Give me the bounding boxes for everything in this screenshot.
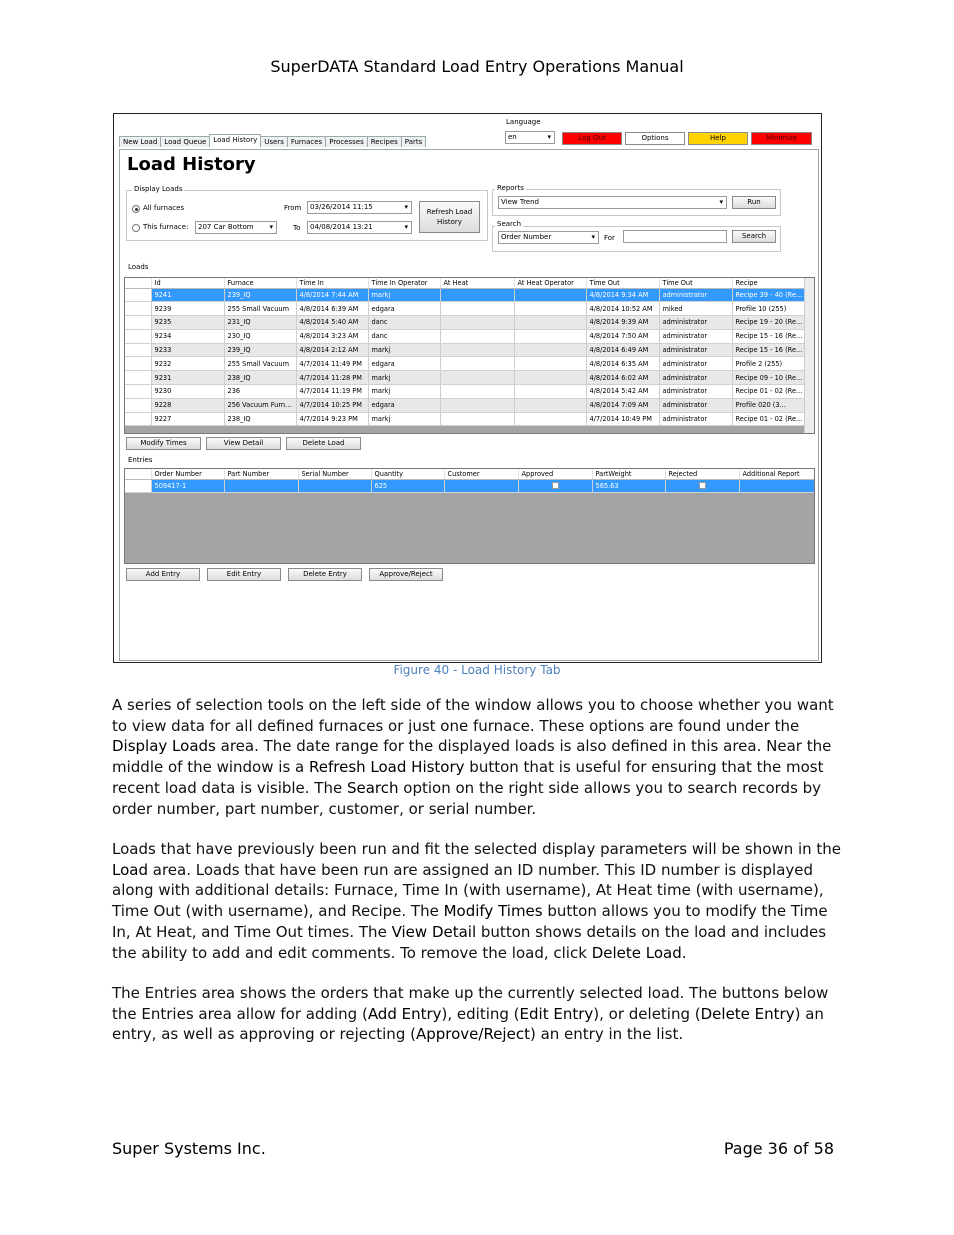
table-cell xyxy=(440,412,514,426)
column-header: Order Number xyxy=(151,469,224,479)
column-header: Time Out xyxy=(586,278,659,288)
search-button[interactable]: Search xyxy=(732,230,776,243)
tab-furnaces[interactable]: Furnaces xyxy=(287,136,326,147)
column-header: Part Number xyxy=(224,469,298,479)
p1-text-c: button that is useful for ensuring that the most recent load data is visible. The xyxy=(112,758,824,797)
for-label: For xyxy=(604,234,615,242)
from-label: From xyxy=(284,204,302,212)
column-header: Time Out xyxy=(659,278,732,288)
loads-grid xyxy=(124,277,815,434)
table-cell: 236 xyxy=(224,385,296,399)
table-cell: administrator xyxy=(659,316,732,330)
edit-entry-button[interactable]: Edit Entry xyxy=(207,568,281,581)
table-row[interactable] xyxy=(125,288,805,302)
table-cell: 4/7/2014 9:23 PM xyxy=(296,412,368,426)
tab-users[interactable]: Users xyxy=(260,136,288,147)
table-cell: 9232 xyxy=(151,357,224,371)
table-cell xyxy=(440,371,514,385)
table-cell xyxy=(440,316,514,330)
table-cell: edgara xyxy=(368,302,440,316)
p1-text-d: option on the right side allows you to search records by order number, part number, customer, or serial number. xyxy=(112,778,822,818)
table-cell: 4/8/2014 10:52 AM xyxy=(586,302,659,316)
table-cell: 9233 xyxy=(151,343,224,357)
table-cell: 4/8/2014 9:34 AM xyxy=(586,288,659,302)
column-header: At Heat Operator xyxy=(514,278,586,288)
table-cell: Recipe 19 - 20 (Re... xyxy=(732,316,805,330)
p2-text-d: button shows details on the load and includes the ability to add and edit comments. To remove the load, click xyxy=(112,922,827,962)
column-header: At Heat xyxy=(440,278,514,288)
column-header: Quantity xyxy=(371,469,444,479)
search-input[interactable] xyxy=(623,230,727,243)
table-row[interactable] xyxy=(125,329,805,343)
tab-bar xyxy=(119,136,425,147)
table-cell: 4/8/2014 7:50 AM xyxy=(586,329,659,343)
row-header-cell xyxy=(125,302,151,316)
to-date-field[interactable]: 04/08/2014 13:21 ▾ xyxy=(307,221,412,234)
table-row[interactable] xyxy=(125,316,805,330)
tab-new-load[interactable]: New Load xyxy=(119,136,161,147)
log-out-button[interactable]: Log Out xyxy=(562,132,622,145)
table-cell: administrator xyxy=(659,412,732,426)
table-cell: 238_IQ xyxy=(224,412,296,426)
run-button[interactable]: Run xyxy=(732,196,776,209)
paragraph-1 xyxy=(112,695,847,819)
p1-keyword-refresh: Refresh Load History xyxy=(309,758,465,777)
row-header-cell xyxy=(125,316,151,330)
table-cell: administrator xyxy=(659,343,732,357)
table-cell xyxy=(224,479,298,493)
delete-load-button[interactable]: Delete Load xyxy=(286,437,361,450)
table-cell xyxy=(440,288,514,302)
figure-caption: Figure 40 - Load History Tab xyxy=(393,663,561,677)
column-header: PartWeight xyxy=(592,469,665,479)
table-cell: administrator xyxy=(659,329,732,343)
column-header: Customer xyxy=(444,469,518,479)
table-cell: Recipe 01 - 02 (Re... xyxy=(732,412,805,426)
rejected-checkbox[interactable] xyxy=(699,482,706,489)
help-button[interactable]: Help xyxy=(688,132,748,145)
table-cell xyxy=(444,479,518,493)
tab-load-queue[interactable]: Load Queue xyxy=(160,136,210,147)
table-cell: 9234 xyxy=(151,329,224,343)
row-header-cell xyxy=(125,357,151,371)
table-cell: 4/8/2014 7:09 AM xyxy=(586,398,659,412)
table-cell xyxy=(440,343,514,357)
table-cell: 4/8/2014 2:12 AM xyxy=(296,343,368,357)
row-header-cell xyxy=(125,479,151,493)
table-cell: administrator xyxy=(659,385,732,399)
column-header: Time In Operator xyxy=(368,278,440,288)
paragraph-2 xyxy=(112,839,847,963)
table-cell: markj xyxy=(368,343,440,357)
row-header-cell xyxy=(125,412,151,426)
table-cell xyxy=(518,479,592,493)
table-cell xyxy=(440,357,514,371)
table-row[interactable] xyxy=(125,302,805,316)
table-cell xyxy=(514,398,586,412)
table-cell xyxy=(514,329,586,343)
table-cell: Recipe 01 - 02 (Re... xyxy=(732,385,805,399)
table-cell: 255 Small Vacuum xyxy=(224,357,296,371)
table-cell: administrator xyxy=(659,357,732,371)
table-cell: 509417-1 xyxy=(151,479,224,493)
table-row[interactable] xyxy=(125,398,805,412)
table-cell: 4/8/2014 6:02 AM xyxy=(586,371,659,385)
language-select[interactable]: en ▾ xyxy=(505,131,555,144)
p2-keyword-delete-load: Delete Load. xyxy=(591,943,687,962)
tab-processes[interactable]: Processes xyxy=(325,136,368,147)
table-cell: Profile 020 (3... xyxy=(732,398,805,412)
entries-grid xyxy=(124,468,815,564)
row-header-cell xyxy=(125,343,151,357)
table-cell: 239_IQ xyxy=(224,288,296,302)
approved-checkbox[interactable] xyxy=(552,482,559,489)
row-header-cell xyxy=(125,278,151,288)
tab-parts[interactable]: Parts xyxy=(401,136,426,147)
table-cell: markj xyxy=(368,288,440,302)
table-cell: 255 Small Vacuum xyxy=(224,302,296,316)
table-cell: 4/8/2014 5:40 AM xyxy=(296,316,368,330)
column-header: Recipe xyxy=(732,278,805,288)
row-header-cell xyxy=(125,371,151,385)
table-row[interactable] xyxy=(125,357,805,371)
search-label: Search xyxy=(497,220,522,228)
table-cell: 4/7/2014 10:49 PM xyxy=(586,412,659,426)
p2-keyword-view-detail: View Detail xyxy=(391,922,477,941)
view-detail-button[interactable]: View Detail xyxy=(206,437,281,450)
footer-company: Super Systems Inc. xyxy=(112,1139,266,1158)
table-cell: markj xyxy=(368,385,440,399)
p2-keyword-modify-times: Modify Times xyxy=(443,902,543,921)
page-title: Load History xyxy=(127,154,256,175)
to-label: To xyxy=(293,224,301,232)
table-cell: administrator xyxy=(659,371,732,385)
table-cell: 9227 xyxy=(151,412,224,426)
column-header: Id xyxy=(151,278,224,288)
table-cell: 4/8/2014 9:39 AM xyxy=(586,316,659,330)
reports-select[interactable]: View Trend ▾ xyxy=(498,196,727,209)
all-furnaces-label: All furnaces xyxy=(143,204,185,212)
table-cell xyxy=(514,288,586,302)
table-cell: 4/8/2014 7:44 AM xyxy=(296,288,368,302)
approve-reject-button[interactable]: Approve/Reject xyxy=(369,568,443,581)
table-cell: 4/7/2014 10:25 PM xyxy=(296,398,368,412)
table-cell: Recipe 15 - 16 (Re... xyxy=(732,343,805,357)
column-header: Additional Report xyxy=(739,469,815,479)
this-furnace-radio[interactable] xyxy=(132,224,140,232)
table-row[interactable] xyxy=(125,371,805,385)
table-cell: danc xyxy=(368,329,440,343)
table-cell: Recipe 09 - 10 (Re... xyxy=(732,371,805,385)
table-cell xyxy=(440,302,514,316)
footer-page-number: Page 36 of 58 xyxy=(723,1139,834,1158)
p1-keyword-search: Search xyxy=(346,778,399,797)
paragraph-3 xyxy=(112,983,847,1045)
p1-keyword-display-loads: Display Loads xyxy=(112,737,216,756)
language-label: Language xyxy=(506,118,541,126)
p1-text-a: A series of selection tools on the left side of the window allows you to choose whether you want to view data for all defined furnaces or just one furnace. These options are found under the xyxy=(112,696,834,735)
page-header: SuperDATA Standard Load Entry Operations Manual xyxy=(270,57,684,76)
p3-text-b: ), editing ( xyxy=(441,1004,520,1023)
column-header: Rejected xyxy=(665,469,739,479)
furnace-select[interactable]: 207 Car Bottom ▾ xyxy=(195,221,277,234)
table-cell: 9235 xyxy=(151,316,224,330)
table-cell: danc xyxy=(368,316,440,330)
table-row[interactable] xyxy=(125,385,805,399)
table-cell: markj xyxy=(368,412,440,426)
table-cell xyxy=(514,302,586,316)
entries-label: Entries xyxy=(128,456,153,464)
table-cell: 239_IQ xyxy=(224,343,296,357)
table-cell: 9241 xyxy=(151,288,224,302)
all-furnaces-radio[interactable] xyxy=(132,205,140,213)
table-cell xyxy=(665,479,739,493)
table-cell: 625 xyxy=(371,479,444,493)
table-row[interactable] xyxy=(125,343,805,357)
table-cell: administrator xyxy=(659,398,732,412)
table-cell: 4/7/2014 11:49 PM xyxy=(296,357,368,371)
p3-keyword-delete-entry: Delete Entry xyxy=(700,1004,795,1023)
p2-text-b: area. Loads that have been run are assigned an ID number. This ID number is displayed along with additional details: Furnace, Time In (with username), At Heat time (with username), Time Out (with username), and Recipe. The xyxy=(112,860,824,921)
minimize-button[interactable]: Minimize xyxy=(751,132,812,145)
table-cell: 9228 xyxy=(151,398,224,412)
table-cell: 4/7/2014 11:28 PM xyxy=(296,371,368,385)
table-cell: 4/7/2014 11:19 PM xyxy=(296,385,368,399)
table-cell: 231_IQ xyxy=(224,316,296,330)
p2-keyword-load: Load xyxy=(112,860,148,879)
refresh-line-2: History xyxy=(437,218,462,226)
delete-entry-button[interactable]: Delete Entry xyxy=(288,568,362,581)
table-cell: edgara xyxy=(368,398,440,412)
p1-text-b: area. The date range for the displayed loads is also defined in this area. Near the middle of the window is a xyxy=(112,737,832,777)
table-cell: Profile 10 (255) xyxy=(732,302,805,316)
table-cell: 256 Vacuum Furn... xyxy=(224,398,296,412)
row-header-cell xyxy=(125,469,151,479)
p3-text-e: ) an entry in the list. xyxy=(529,1025,684,1044)
p3-text-d: ) an entry, as well as approving or rejecting ( xyxy=(112,1004,824,1044)
refresh-load-history-button[interactable] xyxy=(419,201,480,233)
table-cell xyxy=(514,412,586,426)
table-cell xyxy=(514,316,586,330)
p3-keyword-approve-reject: Approve/Reject xyxy=(415,1025,530,1044)
table-cell: 9230 xyxy=(151,385,224,399)
modify-times-button[interactable]: Modify Times xyxy=(126,437,201,450)
from-date-field[interactable]: 03/26/2014 11:15 ▾ xyxy=(307,201,412,214)
table-cell xyxy=(440,329,514,343)
table-cell xyxy=(514,357,586,371)
table-cell: Recipe 39 - 40 (Re... xyxy=(732,288,805,302)
tab-recipes[interactable]: Recipes xyxy=(367,136,402,147)
table-cell: 230_IQ xyxy=(224,329,296,343)
loads-scrollbar[interactable] xyxy=(804,278,814,434)
table-cell: 4/8/2014 3:23 AM xyxy=(296,329,368,343)
p2-text-a: Loads that have previously been run and fit the selected display parameters will be shown in the xyxy=(112,840,842,858)
table-cell xyxy=(514,371,586,385)
table-cell: Profile 2 (255) xyxy=(732,357,805,371)
table-cell: miked xyxy=(659,302,732,316)
this-furnace-label: This furnace: xyxy=(143,223,189,231)
table-cell: 565.63 xyxy=(592,479,665,493)
table-cell: Recipe 15 - 16 (Re... xyxy=(732,329,805,343)
table-cell xyxy=(440,398,514,412)
table-cell xyxy=(298,479,371,493)
p3-keyword-edit-entry: Edit Entry xyxy=(519,1004,594,1023)
loads-label: Loads xyxy=(128,263,149,271)
add-entry-button[interactable]: Add Entry xyxy=(126,568,200,581)
column-header: Approved xyxy=(518,469,592,479)
column-header: Time In xyxy=(296,278,368,288)
table-cell: edgara xyxy=(368,357,440,371)
row-header-cell xyxy=(125,398,151,412)
p3-keyword-add-entry: Add Entry xyxy=(367,1004,442,1023)
table-cell: 9231 xyxy=(151,371,224,385)
table-cell xyxy=(440,385,514,399)
p2-text-c: button allows you to modify the Time In, At Heat, and Time Out times. The xyxy=(112,902,828,941)
table-row[interactable] xyxy=(125,412,805,426)
table-cell: 4/8/2014 5:42 AM xyxy=(586,385,659,399)
table-cell: 9239 xyxy=(151,302,224,316)
row-header-cell xyxy=(125,385,151,399)
p3-text-a: The Entries area shows the orders that make up the currently selected load. The buttons below the Entries area allow for adding ( xyxy=(112,984,829,1023)
table-cell: markj xyxy=(368,371,440,385)
table-cell xyxy=(514,385,586,399)
column-header: Furnace xyxy=(224,278,296,288)
table-row[interactable] xyxy=(125,479,815,493)
reports-label: Reports xyxy=(497,184,524,192)
table-cell: administrator xyxy=(659,288,732,302)
load-history-screenshot xyxy=(113,113,822,663)
display-loads-label: Display Loads xyxy=(134,185,183,193)
options-button[interactable]: Options xyxy=(625,132,685,145)
table-cell: 4/8/2014 6:39 AM xyxy=(296,302,368,316)
tab-load-history[interactable]: Load History xyxy=(209,134,261,147)
p3-text-c: ), or deleting ( xyxy=(593,1004,701,1023)
table-cell: 4/8/2014 6:35 AM xyxy=(586,357,659,371)
search-field-select[interactable]: Order Number ▾ xyxy=(498,231,599,244)
current-row-arrow-icon: ▸ xyxy=(125,288,151,302)
column-header: Serial Number xyxy=(298,469,371,479)
refresh-line-1: Refresh Load xyxy=(426,208,473,216)
table-cell xyxy=(739,479,815,493)
table-cell xyxy=(514,343,586,357)
table-cell: 4/8/2014 6:49 AM xyxy=(586,343,659,357)
row-header-cell xyxy=(125,329,151,343)
table-cell: 238_IQ xyxy=(224,371,296,385)
